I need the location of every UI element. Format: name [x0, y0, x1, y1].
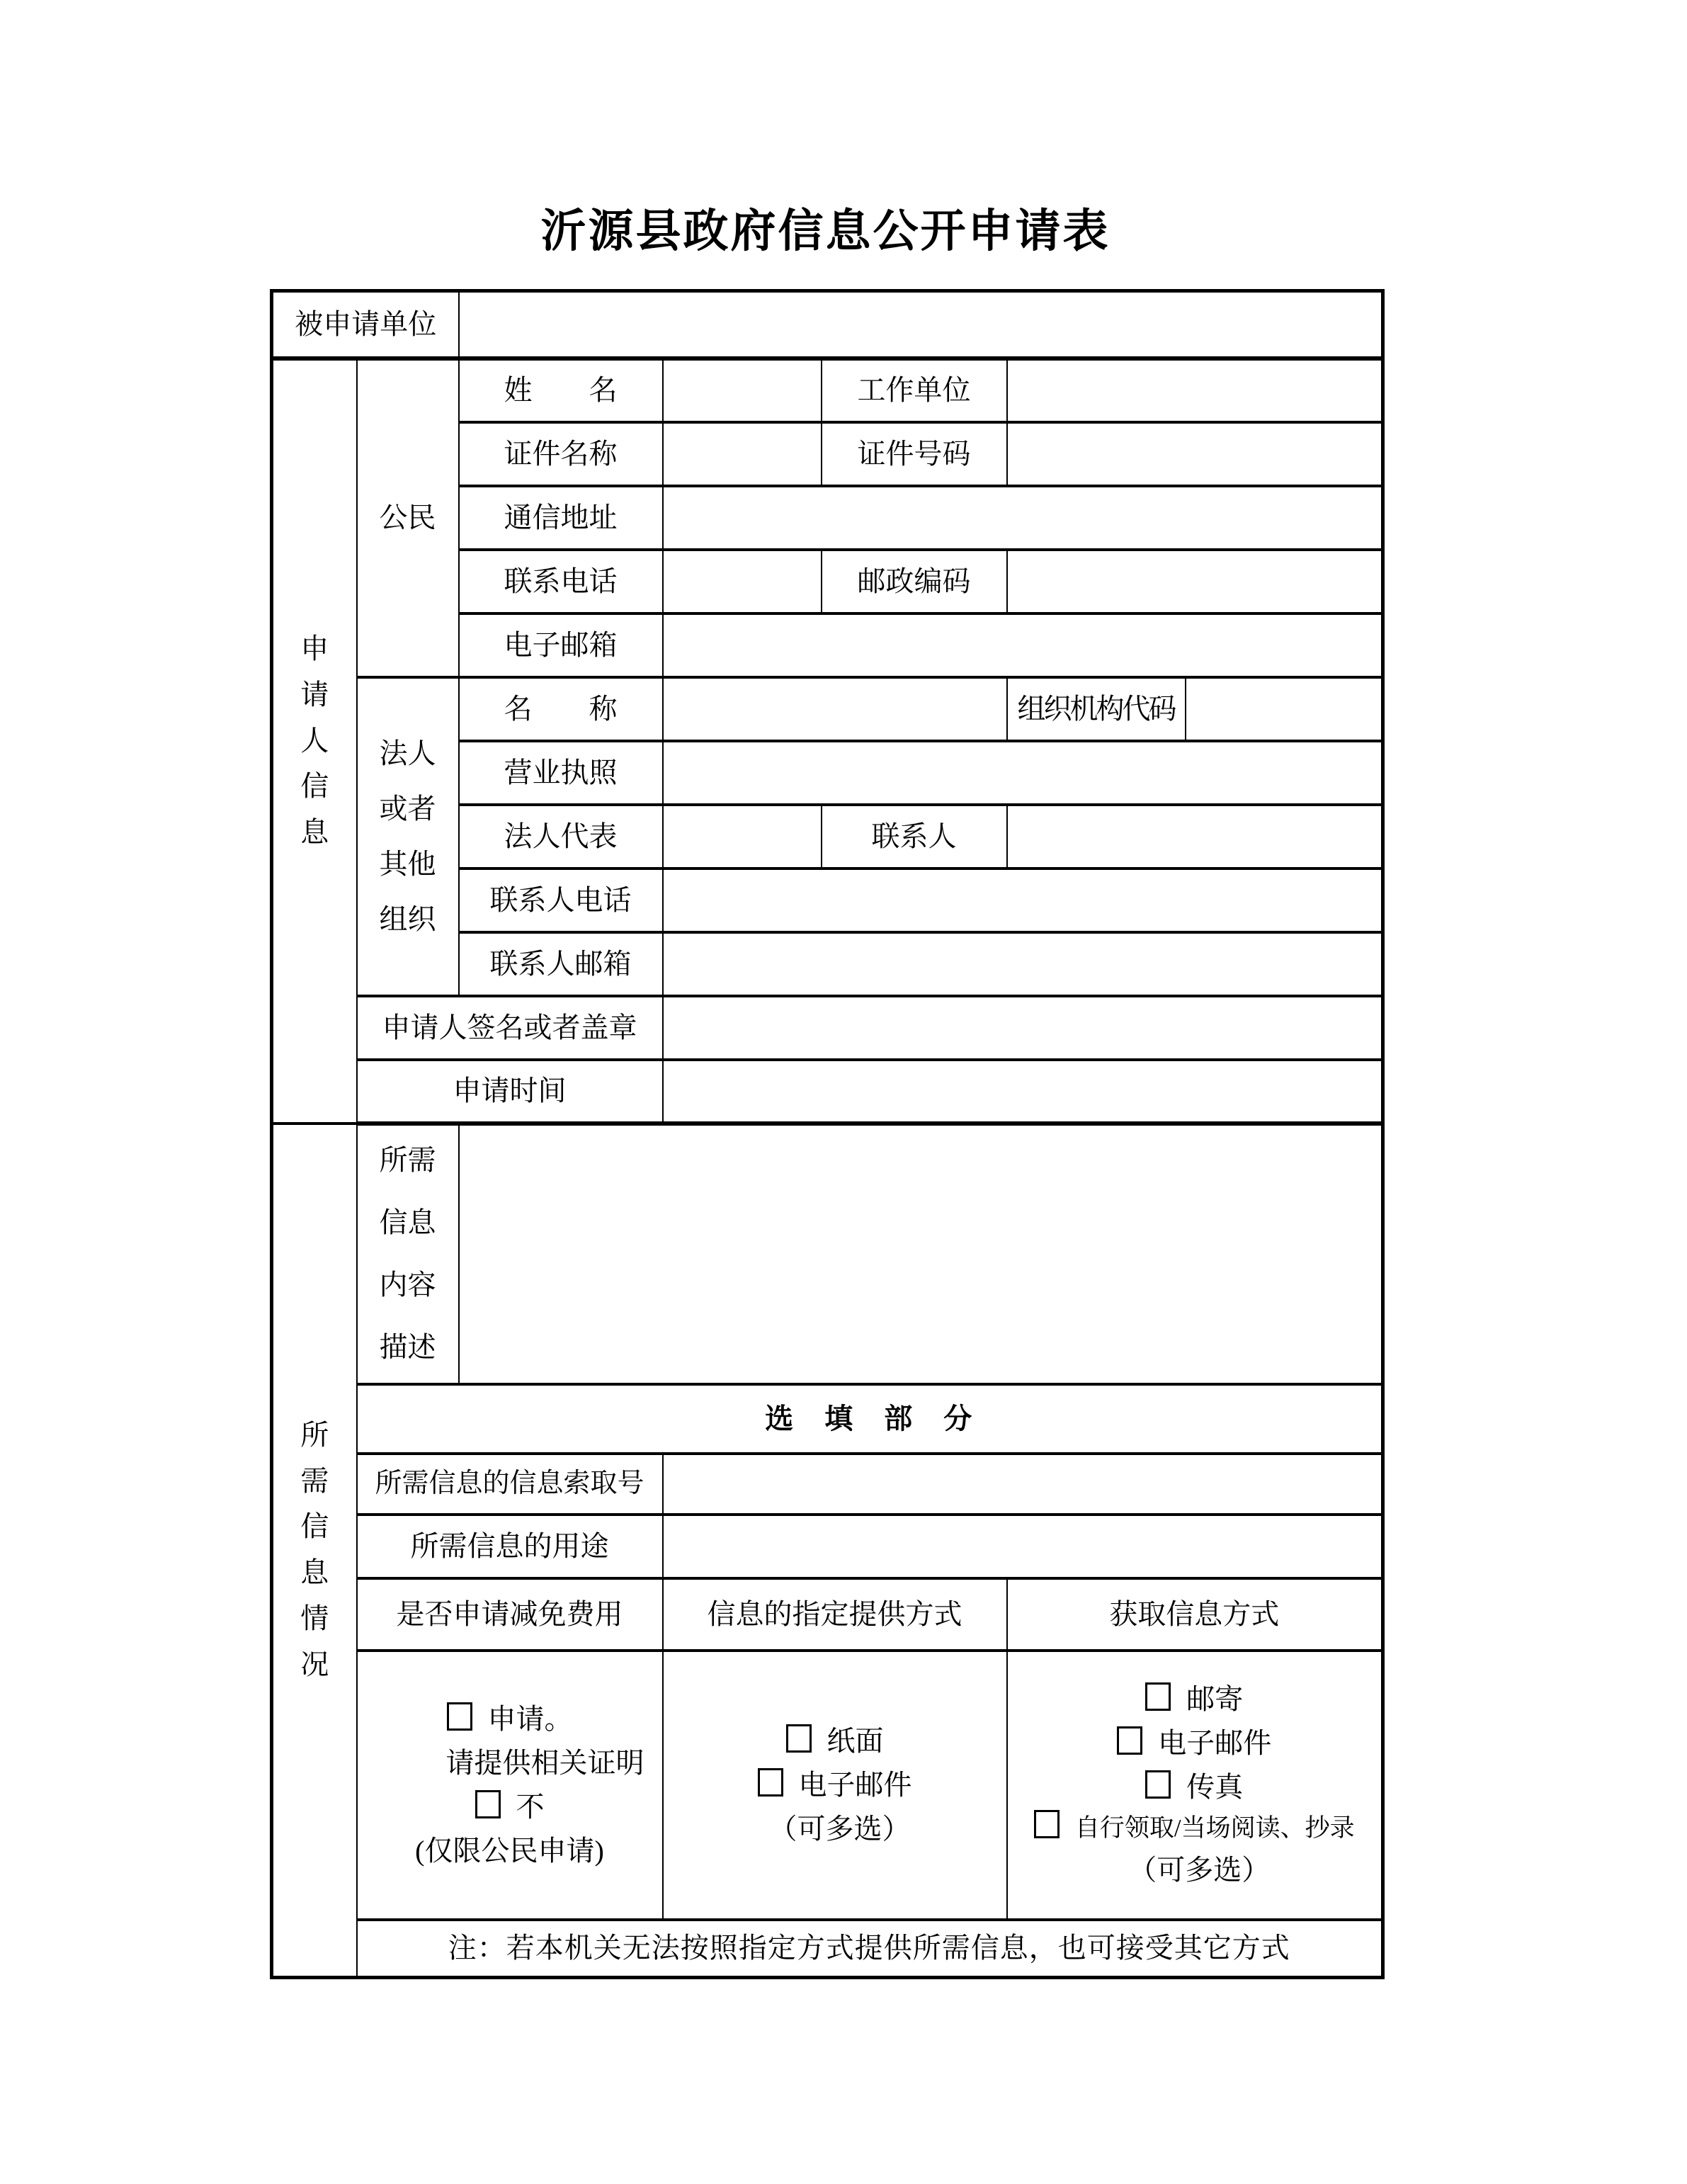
delivery-header: 信息的指定提供方式 — [663, 1578, 1007, 1651]
content-desc-label — [357, 1124, 459, 1384]
email-label: 电子邮箱 — [459, 613, 663, 677]
org-name-label: 名 称 — [459, 677, 663, 741]
option-label: 不 — [516, 1790, 545, 1823]
contact-label: 联系人 — [822, 805, 1007, 868]
applicant-info-section-label — [272, 358, 357, 1124]
option-label: (仅限公民申请) — [415, 1834, 604, 1867]
option-line — [1008, 1721, 1382, 1765]
option-label: （可多选） — [768, 1812, 911, 1845]
contact-value-cell[interactable] — [1007, 805, 1383, 868]
option-line — [664, 1763, 1006, 1807]
purpose-value-cell[interactable] — [663, 1515, 1383, 1578]
checkbox-fee-no[interactable] — [475, 1790, 501, 1818]
address-value-cell[interactable] — [663, 486, 1383, 550]
option-line — [1008, 1677, 1382, 1721]
optional-section-title: 选 填 部 分 — [357, 1384, 1383, 1454]
id-type-value-cell[interactable] — [663, 422, 822, 486]
application-form-table — [270, 289, 1385, 1979]
fee-waiver-options-cell — [357, 1651, 663, 1920]
checkbox-obtain-email[interactable] — [1117, 1726, 1142, 1755]
purpose-label: 所需信息的用途 — [357, 1515, 663, 1578]
option-label: 电子邮件 — [798, 1768, 912, 1801]
work-unit-label: 工作单位 — [822, 358, 1007, 422]
option-line — [358, 1785, 662, 1829]
checkbox-obtain-fax[interactable] — [1145, 1770, 1171, 1799]
citizen-name-label: 姓 名 — [459, 358, 663, 422]
checkbox-delivery-email[interactable] — [758, 1768, 783, 1797]
organization-group-text: 法人或者其他组织 — [379, 737, 436, 935]
option-line — [664, 1807, 1006, 1851]
obtain-header: 获取信息方式 — [1007, 1578, 1383, 1651]
option-line — [1008, 1809, 1382, 1848]
work-unit-value-cell[interactable] — [1007, 358, 1383, 422]
postcode-value-cell[interactable] — [1007, 550, 1383, 613]
option-label: （可多选） — [1128, 1853, 1271, 1886]
option-label: 电子邮件 — [1158, 1727, 1272, 1760]
option-line — [1008, 1765, 1382, 1809]
checkbox-delivery-paper[interactable] — [786, 1724, 812, 1753]
option-line — [664, 1719, 1006, 1763]
index-number-label: 所需信息的信息索取号 — [357, 1454, 663, 1515]
page-title: 沂源县政府信息公开申请表 — [540, 206, 1111, 256]
option-label: 传真 — [1186, 1771, 1244, 1804]
contact-phone-value-cell[interactable] — [663, 868, 1383, 932]
phone-value-cell[interactable] — [663, 550, 822, 613]
signature-label: 申请人签名或者盖章 — [357, 996, 663, 1060]
org-code-value-cell[interactable] — [1186, 677, 1383, 741]
option-line — [358, 1741, 662, 1785]
contact-email-label: 联系人邮箱 — [459, 932, 663, 996]
signature-value-cell[interactable] — [663, 996, 1383, 1060]
citizen-name-value-cell[interactable] — [663, 358, 822, 422]
option-line — [358, 1697, 662, 1741]
legal-rep-label: 法人代表 — [459, 805, 663, 868]
contact-email-value-cell[interactable] — [663, 932, 1383, 996]
content-desc-value-cell[interactable] — [459, 1124, 1383, 1384]
address-label: 通信地址 — [459, 486, 663, 550]
requested-unit-value-cell[interactable] — [459, 291, 1383, 358]
requested-unit-label: 被申请单位 — [272, 291, 459, 358]
email-value-cell[interactable] — [663, 613, 1383, 677]
option-label: 纸面 — [827, 1724, 884, 1757]
form-note: 注：若本机关无法按照指定方式提供所需信息，也可接受其它方式 — [357, 1920, 1383, 1978]
apply-time-label: 申请时间 — [357, 1060, 663, 1124]
contact-phone-label: 联系人电话 — [459, 868, 663, 932]
id-number-label: 证件号码 — [822, 422, 1007, 486]
info-section-vertical-text: 所需信息情况 — [300, 1418, 329, 1680]
license-value-cell[interactable] — [663, 741, 1383, 805]
option-label: 邮寄 — [1186, 1683, 1244, 1716]
id-number-value-cell[interactable] — [1007, 422, 1383, 486]
info-section-label — [272, 1124, 357, 1978]
org-name-value-cell[interactable] — [663, 677, 1007, 741]
checkbox-obtain-self-pickup[interactable] — [1034, 1810, 1060, 1838]
org-code-label: 组织机构代码 — [1007, 677, 1186, 741]
organization-group-label — [357, 677, 459, 996]
option-line — [1008, 1848, 1382, 1892]
apply-time-value-cell[interactable] — [663, 1060, 1383, 1124]
phone-label: 联系电话 — [459, 550, 663, 613]
option-line — [358, 1829, 662, 1873]
content-desc-text: 所需信息内容描述 — [379, 1144, 436, 1363]
license-label: 营业执照 — [459, 741, 663, 805]
option-label: 申请。 — [487, 1702, 573, 1735]
fee-waiver-header: 是否申请减免费用 — [357, 1578, 663, 1651]
delivery-options-cell — [663, 1651, 1007, 1920]
legal-rep-value-cell[interactable] — [663, 805, 822, 868]
checkbox-fee-apply[interactable] — [447, 1702, 472, 1731]
citizen-group-label: 公民 — [357, 358, 459, 677]
postcode-label: 邮政编码 — [822, 550, 1007, 613]
index-number-value-cell[interactable] — [663, 1454, 1383, 1515]
option-label: 请提供相关证明 — [445, 1746, 644, 1779]
applicant-info-vertical-text: 申请人信息 — [300, 633, 329, 849]
obtain-options-cell — [1007, 1651, 1383, 1920]
id-type-label: 证件名称 — [459, 422, 663, 486]
option-label: 自行领取/当场阅读、抄录 — [1074, 1814, 1355, 1843]
checkbox-obtain-mail[interactable] — [1145, 1682, 1171, 1711]
